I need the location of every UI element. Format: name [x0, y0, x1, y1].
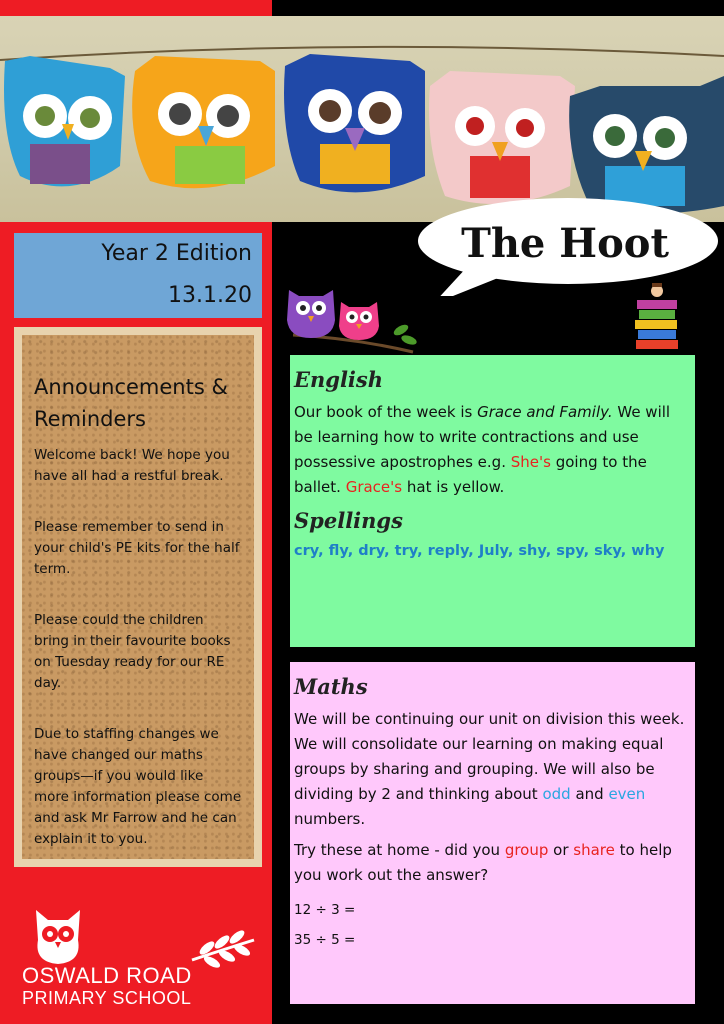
owls-on-branch-icon: [283, 280, 423, 355]
spellings-heading: Spellings: [294, 508, 403, 533]
owl-5-icon: [569, 76, 724, 214]
maths-text-b: and: [570, 785, 609, 803]
announcement-item: Please could the children bring in their favourite books on Tuesday ready for our RE day.: [34, 612, 231, 691]
spellings-list: cry, fly, dry, try, reply, July, shy, spy, sky, why: [294, 543, 665, 559]
owl-3-icon: [284, 54, 425, 192]
owl-1-icon: [4, 56, 125, 186]
english-text: [294, 400, 691, 500]
contraction-example: She's: [510, 453, 551, 471]
english-heading: English: [294, 367, 384, 392]
owl-banner-photo: [0, 16, 724, 222]
edition-box: [14, 233, 262, 318]
edition-label: Year 2 Edition: [101, 241, 252, 266]
announcement-item: Due to staffing changes we have changed our maths groups—if you would like more information please come and ask Mr Farrow and he can explain it to you.: [34, 726, 242, 847]
even-word: even: [608, 785, 646, 803]
maths-heading: Maths: [294, 674, 368, 699]
school-name-line2: PRIMARY SCHOOL: [22, 988, 192, 1008]
announcements-heading: Announcements & Reminders: [34, 375, 228, 431]
try-text-b: or: [548, 841, 574, 859]
equation-2: 35 ÷ 5 =: [294, 932, 356, 948]
maths-text-a: We will be continuing our unit on division this week. We will consolidate our learning on making equal groups by sharing and grouping. We will also be dividing by 2 and thinking about: [294, 710, 685, 803]
equation-1: 12 ÷ 3 =: [294, 902, 356, 918]
odd-word: odd: [542, 785, 571, 803]
share-word: share: [573, 841, 615, 859]
book-stack-icon: [632, 282, 682, 352]
english-text-c: going to the ballet.: [294, 453, 647, 496]
english-text-b: We will be learning how to write contractions and use possessive apostrophes e.g.: [294, 403, 671, 471]
announcement-item: Please remember to send in your child's PE kits for the half term.: [34, 519, 240, 577]
english-text-a: Our book of the week is: [294, 403, 478, 421]
owl-4-icon: [429, 71, 575, 204]
announcements-corkboard: [14, 327, 262, 867]
english-text-d: hat is yellow.: [402, 478, 505, 496]
maths-panel: [290, 662, 695, 1004]
try-text-c: to help you work out the answer?: [294, 841, 672, 884]
owl-2-icon: [132, 56, 275, 188]
maths-text-c: numbers.: [294, 810, 366, 828]
possessive-example: Grace's: [345, 478, 403, 496]
book-of-week: Grace and Family.: [477, 403, 613, 421]
edition-date: 13.1.20: [168, 283, 252, 308]
maths-try-text: [294, 838, 691, 888]
group-word: group: [504, 841, 549, 859]
announcement-item: Welcome back! We hope you have all had a restful break.: [34, 447, 230, 484]
maths-text: [294, 707, 691, 832]
english-panel: [290, 355, 695, 647]
corkboard-surface: [22, 335, 254, 859]
owl-bunting-illustration: [0, 16, 724, 222]
newsletter-title: The Hoot: [461, 220, 669, 267]
try-text-a: Try these at home - did you: [294, 841, 505, 859]
school-name-line1: OSWALD ROAD: [22, 963, 192, 988]
